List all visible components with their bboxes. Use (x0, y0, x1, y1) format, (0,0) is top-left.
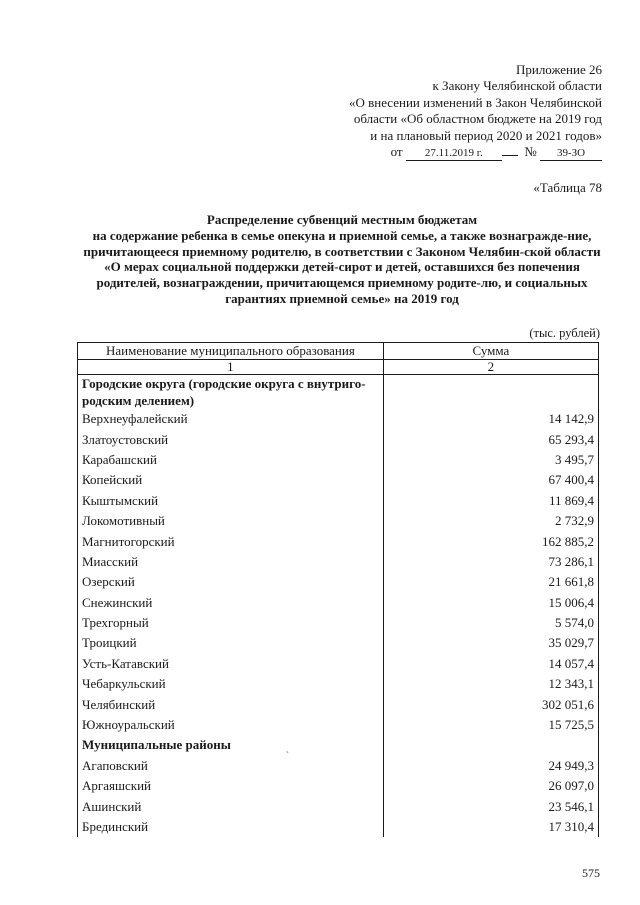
header-amount: Сумма (383, 343, 598, 360)
appendix-line: Приложение 26 (515, 62, 602, 77)
table-row (78, 552, 599, 572)
table-row (78, 776, 599, 796)
municipality-name: Локомотивный (78, 511, 384, 531)
table-header-row (78, 343, 599, 360)
units-label: (тыс. рублей) (529, 326, 600, 340)
table-row (78, 694, 599, 714)
table-row (78, 654, 599, 674)
appendix-header (349, 62, 602, 161)
municipality-name: Троицкий (78, 633, 384, 653)
municipality-name: Карабашский (78, 450, 384, 470)
table-row (78, 756, 599, 776)
table-row (78, 715, 599, 735)
subvention-amount: 2 732,9 (383, 511, 598, 531)
subvention-amount: 65 293,4 (383, 429, 598, 449)
law-number: 39-ЗО (540, 146, 602, 161)
title-first-line: Распределение субвенций местным бюджетам (206, 212, 478, 227)
table-row (78, 613, 599, 633)
law-date-line (349, 144, 602, 161)
table-row (78, 593, 599, 613)
date-underline (502, 155, 518, 156)
title-body: на содержание ребенка в семье опекуна и приемной семье, а также вознагражде-ние, причитающееся приемному родителю, в соответствии с Законом Челябин-ской области «О мерах социальной поддержки детей-сирот и детей, оставшихся без попечения родителей, вознаграждении, причитающемся приемному родите-лю, и социальных гарантиях приемной семье» на 2019 год (83, 227, 601, 306)
municipality-name: Аргаяшский (78, 776, 384, 796)
subvention-amount: 17 310,4 (383, 817, 598, 837)
appendix-line: «О внесении изменений в Закон Челябинской (348, 94, 602, 110)
group-header-row (78, 735, 599, 755)
appendix-line: и на плановый период 2020 и 2021 годов» (370, 127, 602, 143)
municipality-name: Челябинский (78, 694, 384, 714)
date-prefix: от (390, 144, 403, 160)
scan-mark: ˎ (286, 743, 289, 753)
municipality-name: Усть-Катавский (78, 654, 384, 674)
subvention-amount: 14 142,9 (383, 409, 598, 429)
municipality-name: Чебаркульский (78, 674, 384, 694)
municipality-name: Кыштымский (78, 491, 384, 511)
table-row (78, 491, 599, 511)
table-row (78, 470, 599, 490)
table-row (78, 633, 599, 653)
municipality-name: Брединский (78, 817, 384, 837)
subvention-amount: 3 495,7 (383, 450, 598, 470)
subvention-amount: 23 546,1 (383, 796, 598, 816)
column-index: 2 (383, 360, 598, 375)
municipality-name: Ашинский (78, 796, 384, 816)
document-title (82, 212, 602, 307)
table-row (78, 450, 599, 470)
municipality-name: Златоустовский (78, 429, 384, 449)
table-row (78, 531, 599, 551)
municipality-name: Магнитогорский (78, 531, 384, 551)
subvention-amount: 26 097,0 (383, 776, 598, 796)
group-title: Городские округа (городские округа с внутриго-родским делением) (78, 375, 384, 410)
municipality-name: Южноуральский (78, 715, 384, 735)
subvention-amount: 162 885,2 (383, 531, 598, 551)
appendix-line: области «Об областном бюджете на 2019 год (353, 111, 602, 127)
subvention-amount: 5 574,0 (383, 613, 598, 633)
subvention-amount: 73 286,1 (383, 552, 598, 572)
subvention-table (77, 342, 599, 837)
table-row (78, 796, 599, 816)
table-row (78, 409, 599, 429)
table-row (78, 817, 599, 837)
header-municipality: Наименование муниципального образования (78, 343, 384, 360)
subvention-amount: 35 029,7 (383, 633, 598, 653)
table-row (78, 572, 599, 592)
subvention-amount: 24 949,3 (383, 756, 598, 776)
page-number: 575 (582, 866, 600, 880)
subvention-amount: 11 869,4 (383, 491, 598, 511)
table-row (78, 429, 599, 449)
subvention-amount: 15 725,5 (383, 715, 598, 735)
subvention-amount: 302 051,6 (383, 694, 598, 714)
group-amount-empty (383, 735, 598, 755)
municipality-name: Озерский (78, 572, 384, 592)
municipality-name: Снежинский (78, 593, 384, 613)
municipality-name: Агаповский (78, 756, 384, 776)
subvention-amount: 67 400,4 (383, 470, 598, 490)
municipality-name: Трехгорный (78, 613, 384, 633)
table-row (78, 511, 599, 531)
column-index-row (78, 360, 599, 375)
municipality-name: Миасский (78, 552, 384, 572)
law-date: 27.11.2019 г. (406, 146, 502, 161)
appendix-line: к Закону Челябинской области (432, 78, 602, 94)
group-header-row (78, 375, 599, 410)
number-sign: № (524, 144, 537, 160)
subvention-amount: 12 343,1 (383, 674, 598, 694)
group-amount-empty (383, 375, 598, 410)
subvention-amount: 15 006,4 (383, 593, 598, 613)
municipality-name: Верхнеуфалейский (78, 409, 384, 429)
subvention-amount: 14 057,4 (383, 654, 598, 674)
group-title: Муниципальные районы (78, 735, 384, 755)
table-row (78, 674, 599, 694)
column-index: 1 (78, 360, 384, 375)
table-label: «Таблица 78 (533, 180, 602, 195)
municipality-name: Копейский (78, 470, 384, 490)
subvention-amount: 21 661,8 (383, 572, 598, 592)
